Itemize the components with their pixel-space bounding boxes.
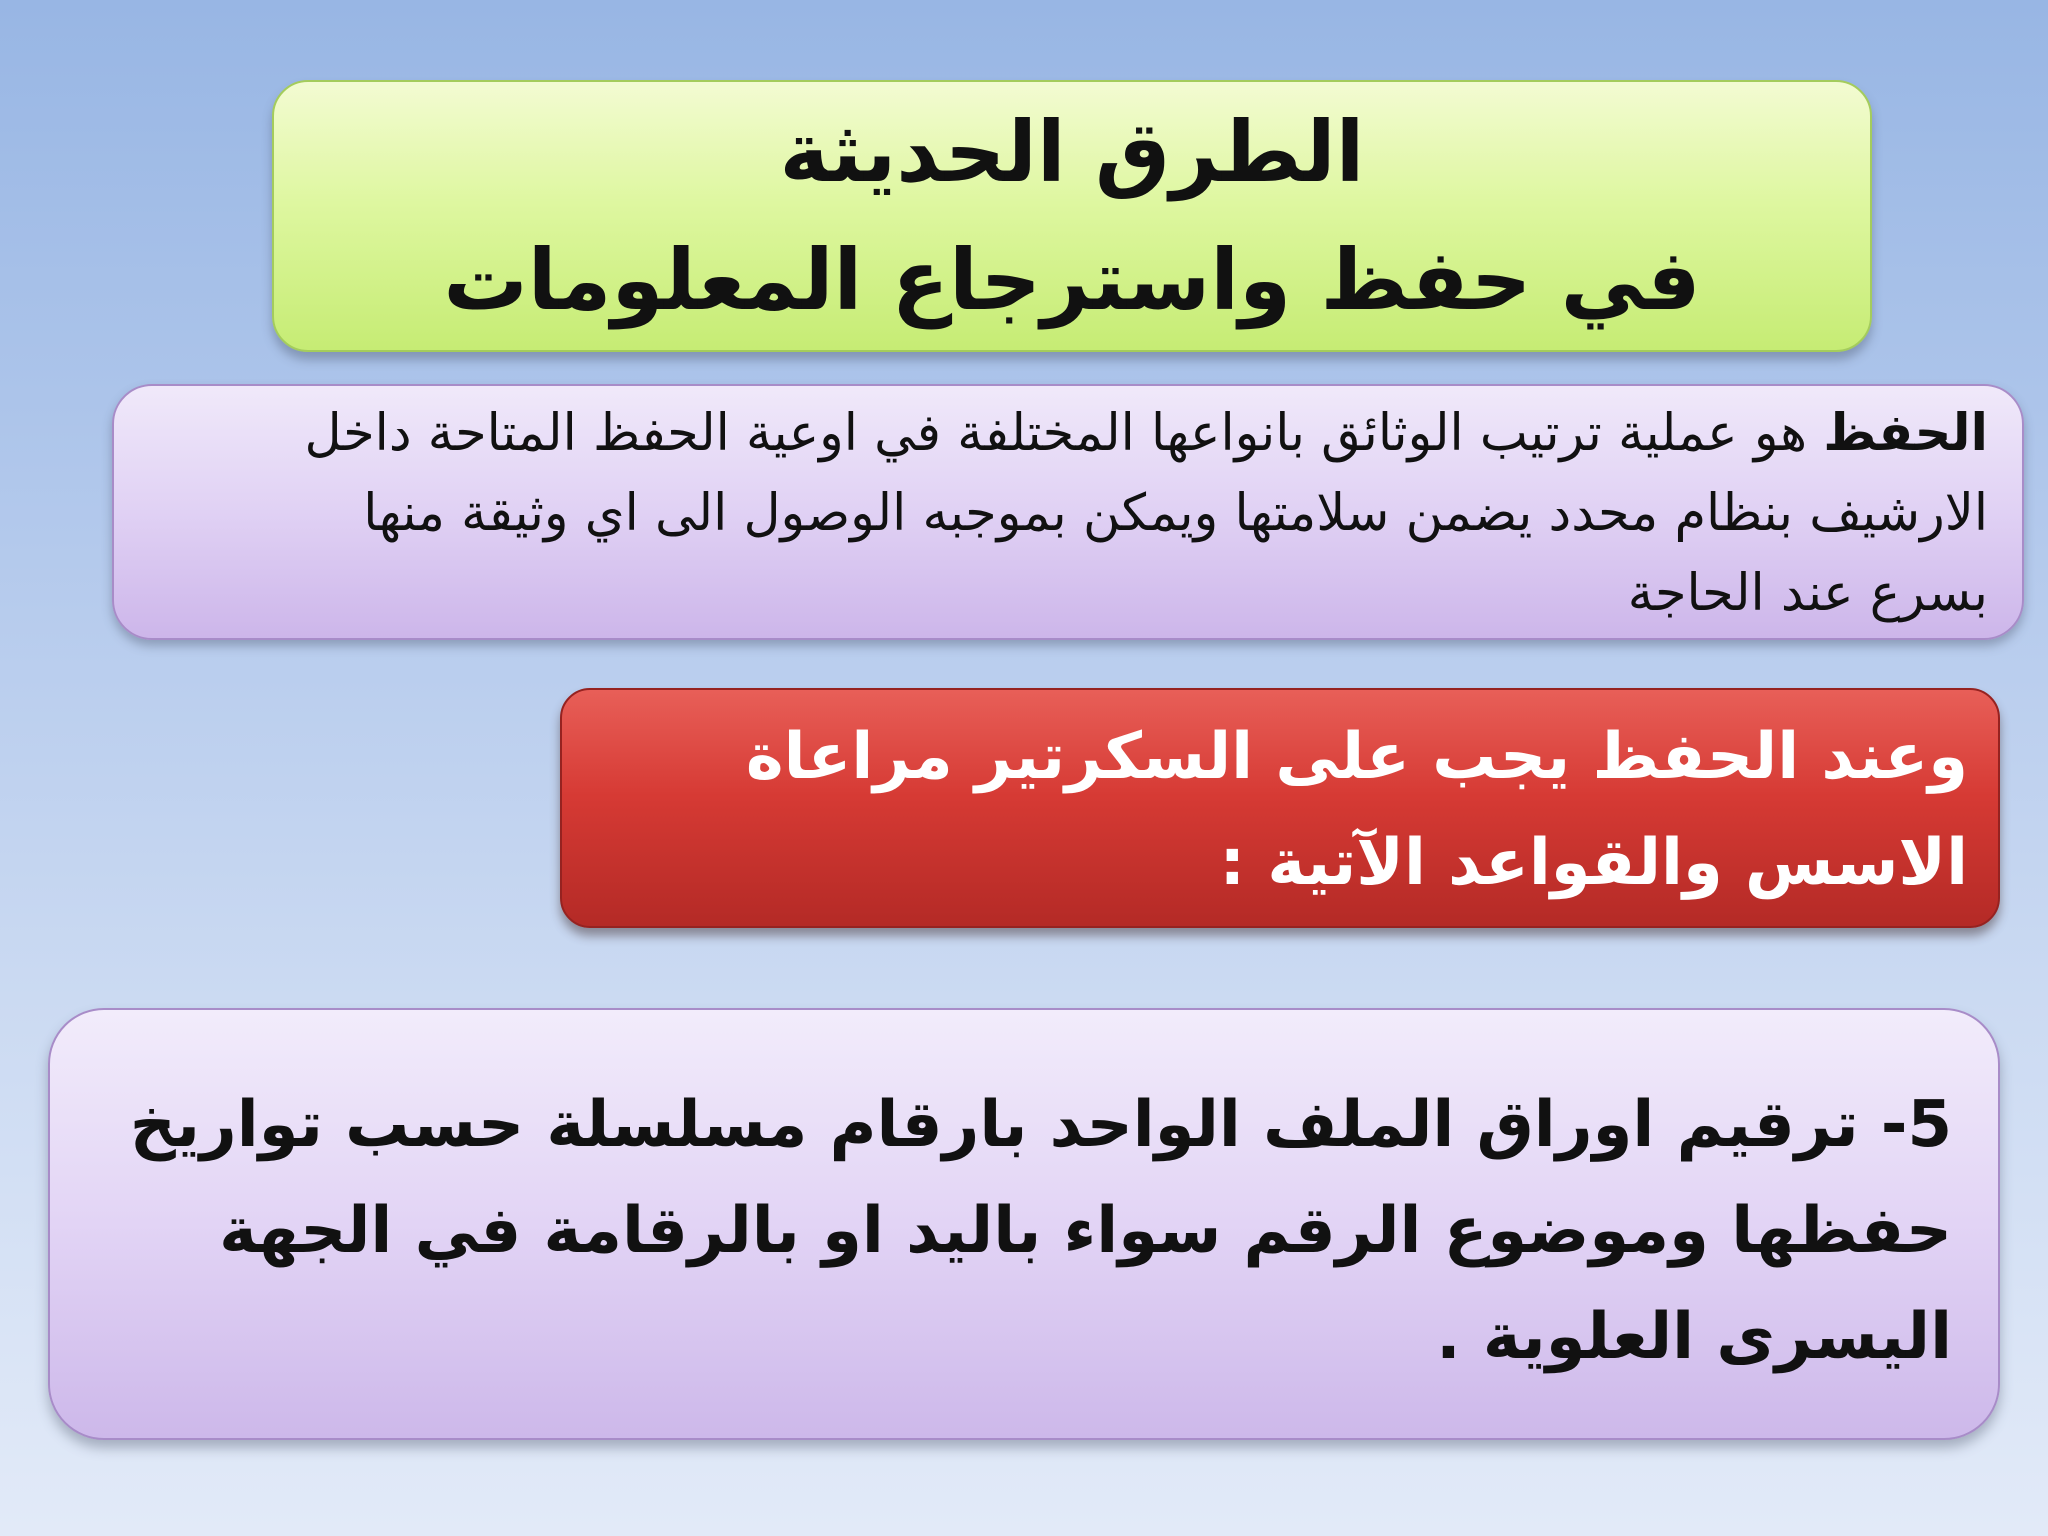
rule-point-line-1: 5- ترقيم اوراق الملف الواحد بارقام مسلسلة حسب تواريخ	[129, 1088, 1952, 1162]
definition-box	[112, 384, 2024, 640]
rules-intro-box	[560, 688, 2000, 928]
slide-title-line-2: في حفظ واسترجاع المعلومات	[443, 231, 1701, 329]
definition-line-2: الارشيف بنظام محدد يضمن سلامتها ويمكن بموجبه الوصول الى اي وثيقة منها	[363, 484, 1988, 543]
rules-intro-line-1: وعند الحفظ يجب على السكرتير مراعاة	[745, 720, 1968, 794]
slide-title-line-1: الطرق الحديثة	[779, 103, 1365, 201]
rule-point-line-3: اليسرى العلوية .	[1436, 1300, 1952, 1374]
rule-point-box	[48, 1008, 2000, 1440]
definition-line-1-text: هو عملية ترتيب الوثائق بانواعها المختلفة في اوعية الحفظ المتاحة داخل	[304, 404, 1824, 463]
definition-line-1	[148, 394, 1988, 474]
definition-term: الحفظ	[1823, 404, 1988, 463]
rules-intro-line-2: الاسس والقواعد الآتية :	[1219, 826, 1968, 900]
rule-point-line-2: حفظها وموضوع الرقم سواء باليد او بالرقامة في الجهة	[219, 1194, 1952, 1268]
definition-line-3: بسرع عند الحاجة	[1627, 564, 1988, 623]
slide-title-box	[272, 80, 1872, 352]
